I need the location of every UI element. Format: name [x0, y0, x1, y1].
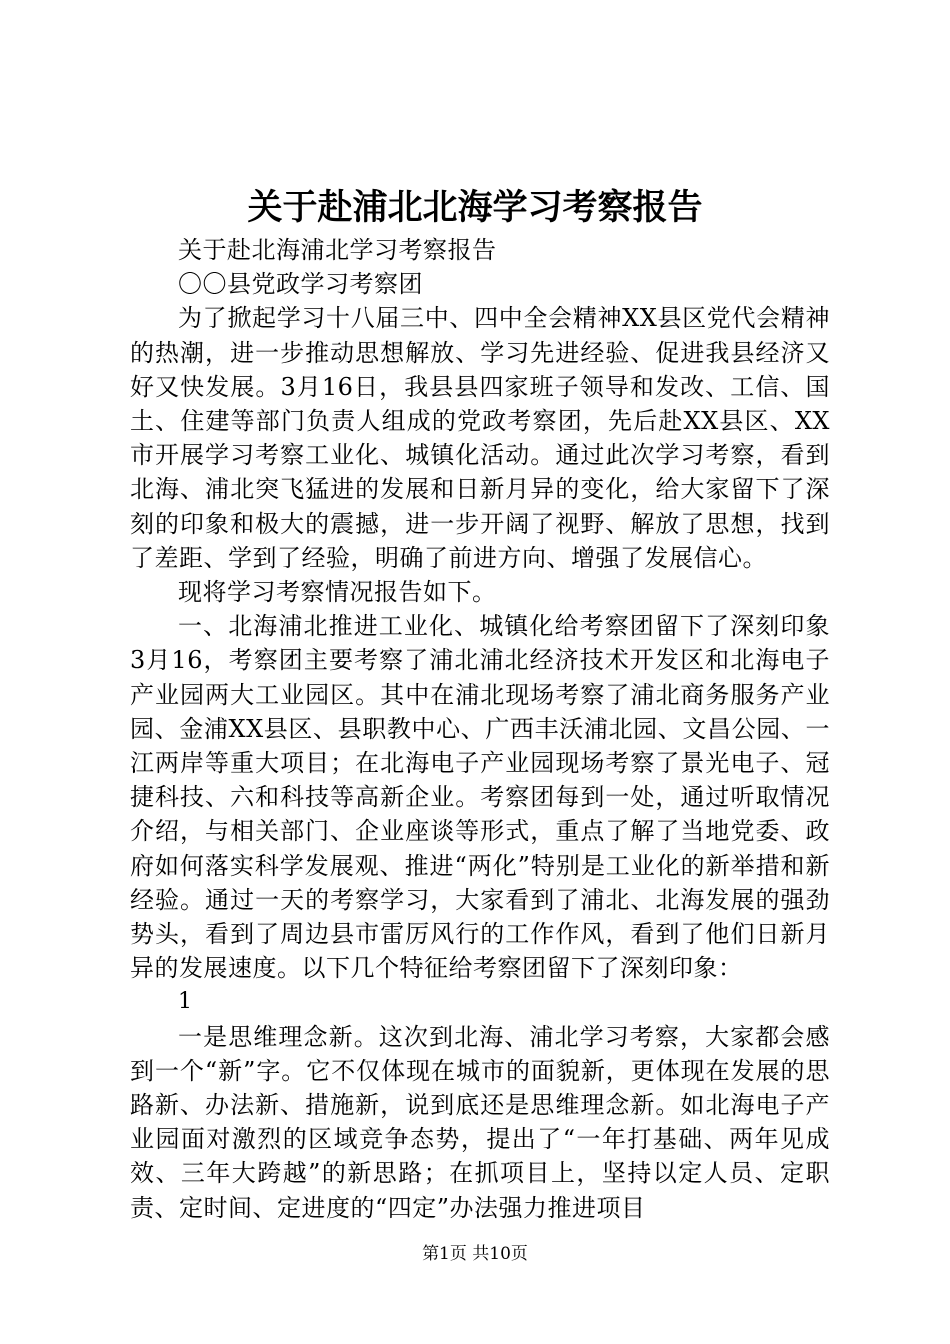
paragraph-author: 〇〇县党政学习考察团 — [178, 270, 423, 299]
paragraph-report-lead: 现将学习考察情况报告如下。 — [178, 578, 497, 607]
paragraph-section-one: 一、北海浦北推进工业化、城镇化给考察团留下了深刻印象3月16，考察团主要考察了浦北浦北经济技术开发区和北海电子产业园两大工业园区。其中在浦北现场考察了浦北商务服务产业园、金浦XX县区、县职教中心、广西丰沃浦北园、文昌公园、一江两岸等重大项目；在北海电子产业园现场考察了景光电子、冠捷科技、六和科技等高新企业。考察团每到一处，通过听取情况介绍，与相关部门、企业座谈等形式，重点了解了当地党委、政府如何落实科学发展观、推进“两化”特别是工业化的新举措和新经验。通过一天的考察学习，大家看到了浦北、北海发展的强劲势头，看到了周边县市雷厉风行的工作作风，看到了他们日新月异的发展速度。以下几个特征给考察团留下了深刻印象： — [130, 612, 830, 983]
page-footer: 第1页 共10页 — [422, 1244, 528, 1264]
document-title: 关于赴浦北北海学习考察报告 — [247, 187, 703, 228]
paragraph-intro: 为了掀起学习十八届三中、四中全会精神XX县区党代会精神的热潮，进一步推动思想解放、学习先进经验、促进我县经济又好又快发展。3月16日，我县县四家班子领导和发改、工信、国土、住建等部门负责人组成的党政考察团，先后赴XX县区、XX市开展学习考察工业化、城镇化活动。通过此次学习考察，看到北海、浦北突飞猛进的发展和日新月异的变化，给大家留下了深刻的印象和极大的震撼，进一步开阔了视野、解放了思想，找到了差距、学到了经验，明确了前进方向、增强了发展信心。 — [130, 304, 830, 572]
document-body — [130, 233, 830, 1225]
inline-page-number: 1 — [178, 989, 192, 1015]
paragraph-point-one: 一是思维理念新。这次到北海、浦北学习考察，大家都会感到一个“新”字。它不仅体现在城市的面貌新，更体现在发展的思路新、办法新、措施新，说到底还是思维理念新。如北海电子产业园面对激烈的区域竞争态势，提出了“一年打基础、两年见成效、三年大跨越”的新思路；在抓项目上，坚持以定人员、定职责、定时间、定进度的“四定”办法强力推进项目 — [130, 1022, 830, 1222]
paragraph-report-heading: 关于赴北海浦北学习考察报告 — [178, 236, 497, 264]
